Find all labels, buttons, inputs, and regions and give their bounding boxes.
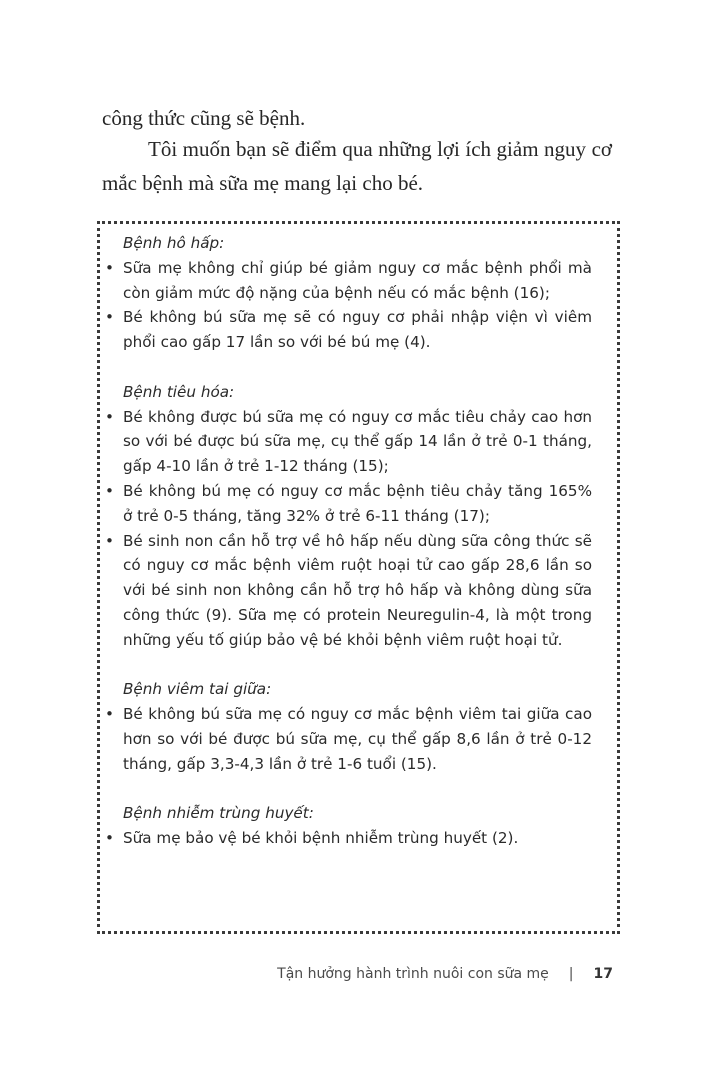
bullet-icon: • [105, 407, 114, 426]
list-item [102, 529, 592, 653]
list-item-text: Bé không bú sữa mẹ có nguy cơ mắc bệnh viêm tai giữa cao hơn so với bé được bú sữa mẹ, cụ thể gấp 8,6 lần ở trẻ 0-12 tháng, gấp 3,3-4,3 lần ở trẻ 1-6 tuổi (15). [123, 705, 592, 773]
list-item [102, 826, 592, 851]
list-item-text: Bé không bú mẹ có nguy cơ mắc bệnh tiêu chảy tăng 165% ở trẻ 0-5 tháng, tăng 32% ở trẻ 6-11 tháng (17); [123, 481, 592, 525]
list-item [102, 256, 592, 306]
list-item-text: Sữa mẹ không chỉ giúp bé giảm nguy cơ mắc bệnh phổi mà còn giảm mức độ nặng của bệnh nếu có mắc bệnh (16); [123, 258, 592, 302]
list-item-text: Sữa mẹ bảo vệ bé khỏi bệnh nhiễm trùng huyết (2). [123, 829, 519, 848]
section-heading: Bệnh tiêu hóa: [123, 382, 235, 401]
section-respiratory [102, 231, 592, 355]
footer-separator: | [568, 966, 574, 982]
bullet-list [102, 826, 592, 851]
section-heading: Bệnh viêm tai giữa: [123, 680, 272, 699]
list-item-text: Bé sinh non cần hỗ trợ về hô hấp nếu dùng sữa công thức sẽ có nguy cơ mắc bệnh viêm ruột hoại tử cao gấp 28,6 lần so với bé sinh non không cần hỗ trợ hô hấp và không dùng sữa công thức (9). Sữa mẹ có protein Neuregulin-4, là một trong những yếu tố giúp bảo vệ bé khỏi bệnh viêm ruột hoại tử. [123, 531, 592, 649]
bullet-icon: • [105, 308, 114, 327]
intro-paragraph: Tôi muốn bạn sẽ điểm qua những lợi ích giảm nguy cơ mắc bệnh mà sữa mẹ mang lại cho bé. [102, 137, 612, 195]
list-item [102, 305, 592, 355]
bullet-list [102, 405, 592, 653]
bullet-list [102, 702, 592, 776]
section-sepsis [102, 801, 592, 851]
disease-list [102, 231, 592, 851]
section-digestive [102, 380, 592, 653]
bullet-icon: • [105, 705, 114, 724]
bullet-icon: • [105, 258, 114, 277]
section-heading: Bệnh hô hấp: [123, 234, 225, 252]
bullet-icon: • [105, 829, 114, 848]
page-footer [277, 966, 613, 982]
section-otitis [102, 677, 592, 776]
bullet-icon: • [105, 481, 114, 500]
section-heading: Bệnh nhiễm trùng huyết: [123, 804, 314, 823]
list-item [102, 405, 592, 479]
page-number: 17 [593, 966, 613, 982]
list-item-text: Bé không bú sữa mẹ sẽ có nguy cơ phải nhập viện vì viêm phổi cao gấp 17 lần so với bé bú mẹ (4). [123, 308, 592, 352]
bullet-icon: • [105, 531, 114, 550]
intro-line: công thức cũng sẽ bệnh. [102, 106, 306, 130]
bullet-list [102, 256, 592, 355]
list-item [102, 479, 592, 529]
book-title: Tận hưởng hành trình nuôi con sữa mẹ [277, 966, 549, 982]
list-item-text: Bé không được bú sữa mẹ có nguy cơ mắc tiêu chảy cao hơn so với bé được bú sữa mẹ, cụ thể gấp 14 lần ở trẻ 0-1 tháng, gấp 4-10 lần ở trẻ 1-12 tháng (15); [123, 407, 592, 476]
list-item [102, 702, 592, 776]
